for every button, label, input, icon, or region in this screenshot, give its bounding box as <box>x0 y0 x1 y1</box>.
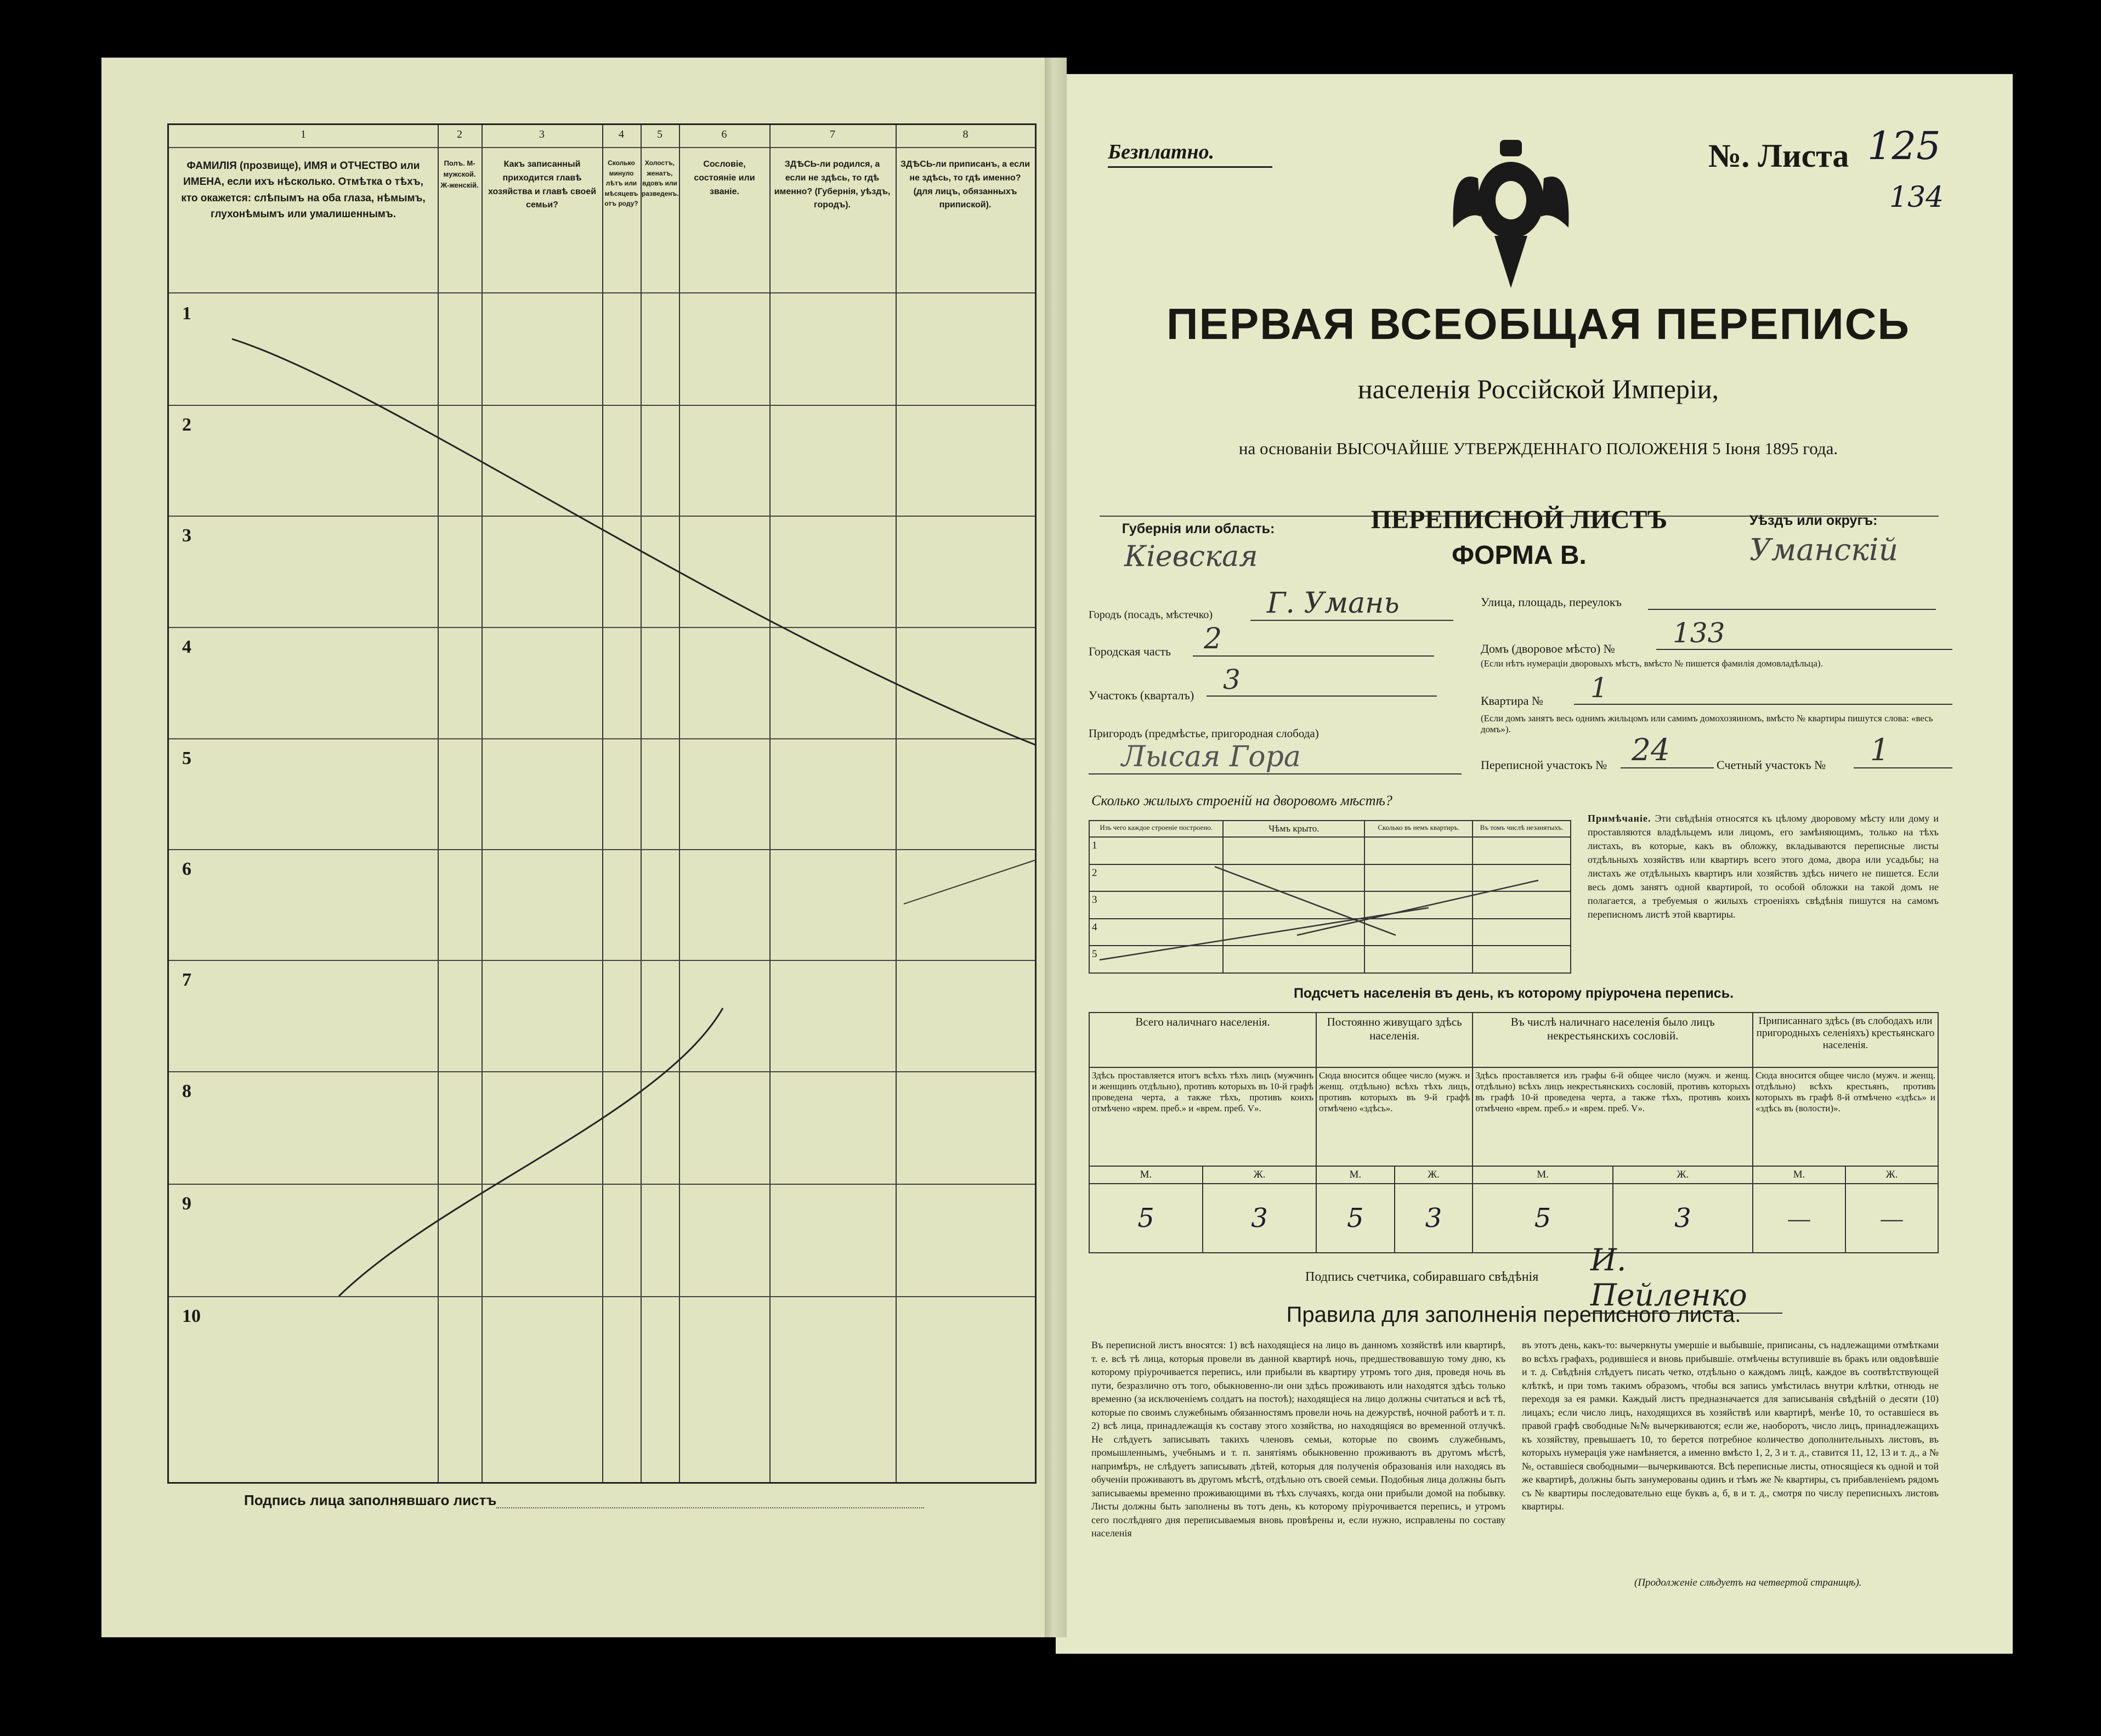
gubernia-value: Кіевская <box>1124 540 1258 573</box>
suburb-value: Лысая Гора <box>1089 740 1462 774</box>
enumerator-label: Подпись счетчика, собиравшаго свѣдѣнія <box>1305 1270 1539 1284</box>
suburb-label: Пригородъ (предмѣстье, пригородная слобода) <box>1089 727 1319 740</box>
column-number: 5 <box>657 128 662 140</box>
column-number: 4 <box>619 128 624 140</box>
buildings-row-number: 3 <box>1089 891 1223 919</box>
legal-basis: на основаніи ВЫСОЧАЙШЕ УТВЕРЖДЕННАГО ПОЛОЖЕНІЯ 5 Іюня 1895 года. <box>1238 439 1838 458</box>
buildings-row-number: 2 <box>1089 864 1223 892</box>
buildings-crossout <box>1089 820 1571 974</box>
census-section-label: Переписной участокъ № <box>1481 758 1607 772</box>
form-name: ФОРМА В. <box>1452 541 1587 570</box>
apartment-note: (Если домъ занятъ весь однимъ жильцомъ или самимъ домохозяиномъ, вмѣсто № квартиры пишутся слова: «весь домъ»). <box>1481 713 1933 734</box>
buildings-header: Изъ чего каждое строеніе построено. <box>1089 821 1223 837</box>
column-header-birthplace: ЗДѢСЬ-ли родился, а если не здѣсь, то гдѣ именно? (Губернія, уѣздъ, городъ). <box>774 160 891 210</box>
page-subtitle: населенія Россійской Имперіи, <box>1357 374 1719 404</box>
person-table <box>167 123 1037 1484</box>
row-number: 3 <box>182 525 191 546</box>
column-header-marital: Холостъ, женатъ, вдовъ или разведенъ. <box>642 159 679 197</box>
mf-label: М. <box>1753 1166 1845 1184</box>
count-section-label: Счетный участокъ № <box>1717 758 1826 772</box>
row-number: 5 <box>182 748 191 768</box>
city-value: Г. Умань <box>1250 587 1453 621</box>
strike-through-lines <box>169 125 1038 1485</box>
mf-label: М. <box>1316 1166 1395 1184</box>
signature-label: Подпись лица заполнявшаго листъ <box>244 1492 497 1508</box>
sheet-number-hand-secondary: 134 <box>1889 181 1944 214</box>
signature-line <box>496 1507 924 1508</box>
page-gutter <box>1045 58 1067 1637</box>
column-header-sex: Полъ. М-мужской. Ж-женскій. <box>440 159 479 190</box>
apartment-value: 1 <box>1574 672 1952 705</box>
buildings-row-number: 5 <box>1089 946 1223 973</box>
row-number: 8 <box>182 1081 191 1101</box>
column-number: 6 <box>721 128 727 140</box>
column-header-age: Сколько минуло лѣтъ или мѣсяцевъ отъ роду? <box>604 159 638 208</box>
buildings-header: Сколько въ немъ квартиръ. <box>1364 821 1473 837</box>
population-note: Здѣсь проставляется изъ графы 6-й общее число (мужч. и женщ. отдѣльно) всѣхъ лицъ некрестьянскихъ сословій, противъ которыхъ въ графѣ 10-й проведена черта, а также тѣхъ, противъ коихъ отмѣчено «врем. преб.» и «врем. преб. V». <box>1473 1067 1753 1166</box>
apartment-label: Квартира № <box>1481 694 1543 708</box>
rules-right-column: въ этотъ день, какъ-то: вычеркнуты умершіе и выбывшіе, приписаны, съ надлежащими отмѣтками во всѣхъ графахъ, родившіеся и вновь прибывшіе. отмѣчены вступившіе въ бракъ или овдовѣвшіе и т. д. Свѣдѣнія слѣдуетъ писать четко, отдѣльно о каждомъ лицѣ, каждое въ соотвѣтствующей клѣткѣ, и при томъ такимъ образомъ, чтобы вся запись умѣстилась внутри клѣтки, отнюдь не переходя за ея рамки. Каждый листъ предназначается для записыванія свѣдѣній о десяти (10) лицахъ; если число лицъ, находящихся въ хозяйствѣ или квартирѣ, менѣе 10, то оставшіеся въ правой графѣ свободные №№ вычеркиваются; если же, наоборотъ, число лицъ, принадлежащихъ къ хозяйству, превышаетъ 10, то берется потребное количество дополнительныхъ листовъ, въ которыхъ нумерація уже намѣняется, а именно вмѣсто 1, 2, 3 и т. д., ставится 11, 12, 13 и т. д., а №№, оставшіеся свободными—вычеркиваются. Всѣ переписные листы, относящіеся къ одной и той же квартирѣ, должны быть занумерованы одинъ и тѣмъ же № квартиры, съ прибавленіемъ рядомъ съ № квартиры последовательно еще буквъ а, б, в и т. д., смотря по числу переписныхъ листовъ квартиры. <box>1522 1339 1939 1512</box>
population-title: Подсчетъ населенія въ день, къ которому пріурочена перепись. <box>1293 986 1734 1001</box>
mf-label: М. <box>1473 1166 1612 1184</box>
population-table <box>1089 1012 1939 1253</box>
note-body: Эти свѣдѣнія относятся къ цѣлому дворовому мѣсту или дому и проставляются владѣльцемъ или лицомъ, его замѣняющимъ, только на тѣхъ листахъ, въ которые, какъ въ обложку, вкладываются переписные листы отдѣльныхъ хозяйствъ или квартиръ всего этого дома, двора или усадьбы; на листахъ же отдѣльныхъ квартиръ или хозяйствъ здѣсь ничего не пишется. Если весь домъ занятъ одной квартирой, то особой обложки на такой домъ не полагается, а требуемыя о жилыхъ строеніяхъ свѣдѣнія пишутся на самомъ переписномъ листѣ этой квартиры. <box>1588 813 1939 920</box>
row-number: 7 <box>182 970 191 990</box>
population-header: Постоянно живущаго здѣсь населенія. <box>1316 1013 1473 1067</box>
mf-value: 5 <box>1316 1184 1395 1253</box>
mf-label: М. <box>1089 1166 1203 1184</box>
free-label: Безплатно. <box>1108 140 1215 163</box>
buildings-row-number: 1 <box>1089 837 1223 864</box>
uezd-value: Уманскій <box>1749 532 1899 567</box>
mf-value: — <box>1753 1184 1845 1253</box>
buildings-header: Въ томъ числѣ незанятыхъ. <box>1473 821 1571 837</box>
buildings-row-number: 4 <box>1089 919 1223 946</box>
column-header-name: ФАМИЛІЯ (прозвище), ИМЯ и ОТЧЕСТВО или ИМЕНА, если ихъ нѣсколько. Отмѣтка о тѣхъ, кто окажется: слѣпымъ на оба глаза, нѣмымъ, глухонѣмымъ или умалишеннымъ. <box>181 160 426 220</box>
form-title: ПЕРЕПИСНОЙ ЛИСТЪ <box>1371 505 1668 534</box>
mf-label: Ж. <box>1395 1166 1473 1184</box>
mf-value: 5 <box>1089 1184 1203 1253</box>
column-number: 8 <box>962 128 969 140</box>
population-header: Приписаннаго здѣсь (въ слободахъ или пригородныхъ селеніяхъ) крестьянскаго населенія. <box>1753 1013 1938 1067</box>
mf-label: Ж. <box>1613 1166 1753 1184</box>
mf-value: 3 <box>1613 1184 1753 1253</box>
column-number: 2 <box>457 128 462 140</box>
mf-value: 5 <box>1473 1184 1612 1253</box>
mf-label: Ж. <box>1203 1166 1316 1184</box>
population-note: Сюда вносится общее число (мужч. и женщ. отдѣльно) всѣхъ крестьянъ, противъ которыхъ въ графѣ 8-й отмѣчено «здѣсь» и «здѣсь въ (волости)». <box>1753 1067 1938 1166</box>
row-number: 9 <box>182 1194 191 1214</box>
block-label: Участокъ (кварталъ) <box>1089 688 1194 702</box>
district-label: Городская часть <box>1089 644 1171 658</box>
census-section-value: 24 <box>1621 732 1714 768</box>
note-text <box>1588 812 1939 921</box>
population-header: Въ числѣ наличнаго населенія было лицъ некрестьянскихъ сословій. <box>1473 1013 1753 1067</box>
city-label: Городъ (посадъ, мѣстечко) <box>1089 609 1213 621</box>
enumerator-signature: И. Пейленко <box>1590 1242 1782 1314</box>
population-header: Всего наличнаго населенія. <box>1089 1013 1316 1067</box>
column-header-relation: Какъ записанный приходится главѣ хозяйства и главѣ своей семьи? <box>488 160 597 210</box>
column-number: 1 <box>301 128 306 140</box>
row-number: 4 <box>182 637 191 657</box>
page-title: ПЕРВАЯ ВСЕОБЩАЯ ПЕРЕПИСЬ <box>1166 299 1910 348</box>
sheet-number-hand: 125 <box>1867 123 1941 168</box>
mf-value: — <box>1845 1184 1938 1253</box>
count-section-value: 1 <box>1854 732 1952 768</box>
row-number: 10 <box>182 1306 201 1326</box>
block-value: 3 <box>1207 664 1437 697</box>
mf-value: 3 <box>1203 1184 1316 1253</box>
buildings-header: Чѣмъ крыто. <box>1223 821 1364 837</box>
house-value: 133 <box>1656 617 1952 650</box>
population-note: Сюда вносится общее число (мужч. и женщ. отдѣльно) всѣхъ тѣхъ лицъ, противъ которыхъ въ 9-й графѣ отмѣчено «здѣсь». <box>1316 1067 1473 1166</box>
population-note: Здѣсь проставляется итогъ всѣхъ тѣхъ лицъ (мужчинъ и женщинъ отдѣльно), противъ которыхъ въ 10-й графѣ проведена черта, а также тѣхъ, противъ коихъ отмѣчено «врем. преб.» и «врем. преб. V». <box>1089 1067 1316 1166</box>
mf-value: 3 <box>1395 1184 1473 1253</box>
gubernia-label: Губернія или область: <box>1122 521 1275 536</box>
uezd-label: Уѣздъ или округъ: <box>1749 513 1878 528</box>
row-number: 1 <box>182 303 191 324</box>
house-label: Домъ (дворовое мѣсто) № <box>1481 642 1615 655</box>
sheet-number-label: №. Листа <box>1708 138 1849 174</box>
rules-left-column: Въ переписной листъ вносятся: 1) всѣ находящіеся на лицо въ данномъ хозяйствѣ или квартирѣ, т. е. всѣ тѣ лица, которыя провели въ данной квартирѣ ночь, предшествовавшую тому дню, къ которому пріурочивается перепись, или прибыли въ квартиру утромъ того дня, проведя ночь въ пути, безразлично отъ того, обыкновенно-ли они здѣсь проживають или находятся здѣсь только временно (за исключеніемъ солдатъ на постоѣ); находящіеся на лицо должны считаться и всѣ тѣ, которые по своимъ служебнымъ обязанностямъ провели ночь на дежурствѣ, ночной работѣ и т. п. 2) всѣ лица, принадлежащія къ составу этого хозяйства, но находящіяся во временной отлучкѣ. Не слѣдуетъ записывать такихъ членовъ семьи, которые по своимъ служебнымъ, промышленнымъ, учебнымъ и т. п. занятіямъ обыкновенно проживаютъ въ другомъ мѣстѣ, напримѣръ, не слѣдуетъ записывать дѣтей, которыя для полученія образованія или находясь въ обученіи проживаютъ въ другомъ мѣстѣ, отдѣльно отъ своей семьи. Подобныя лица должны быть записываемы временно проживающими въ тѣхъ случаяхъ, когда они прибыли домой на побывку. Листы должны быть заполнены въ тотъ день, къ которому пріурочивается перепись, и утромъ сего послѣдняго дня переписываемыя вновь провѣрены и, если нужно, исправлены по составу населенія <box>1091 1339 1505 1539</box>
column-number: 3 <box>539 128 545 140</box>
column-header-estate: Сословіе, состояніе или званіе. <box>694 160 755 196</box>
street-label: Улица, площадь, переулокъ <box>1481 595 1622 609</box>
mf-label: Ж. <box>1845 1166 1938 1184</box>
district-value: 2 <box>1193 623 1434 657</box>
rules-title: Правила для заполненія переписного листа. <box>1286 1303 1741 1327</box>
column-header-registration: ЗДѢСЬ-ли приписанъ, а если не здѣсь, то гдѣ именно? (для лицъ, обязанныхъ припиской). <box>900 160 1030 210</box>
column-number: 7 <box>830 128 835 140</box>
buildings-question: Сколько жилыхъ строеній на дворовомъ мѣстѣ? <box>1091 793 1392 808</box>
row-number: 6 <box>182 859 191 879</box>
continued-note: (Продолженіе слѣдуетъ на четвертой страницѣ). <box>1634 1577 1862 1588</box>
house-note: (Если нѣтъ нумераціи дворовыхъ мѣстъ, вмѣсто № пишется фамилія домовладѣльца). <box>1481 658 1823 669</box>
note-title: Примѣчаніе. <box>1588 813 1651 824</box>
row-number: 2 <box>182 415 191 435</box>
imperial-eagle-emblem <box>1448 134 1574 293</box>
street-field <box>1648 609 1936 610</box>
